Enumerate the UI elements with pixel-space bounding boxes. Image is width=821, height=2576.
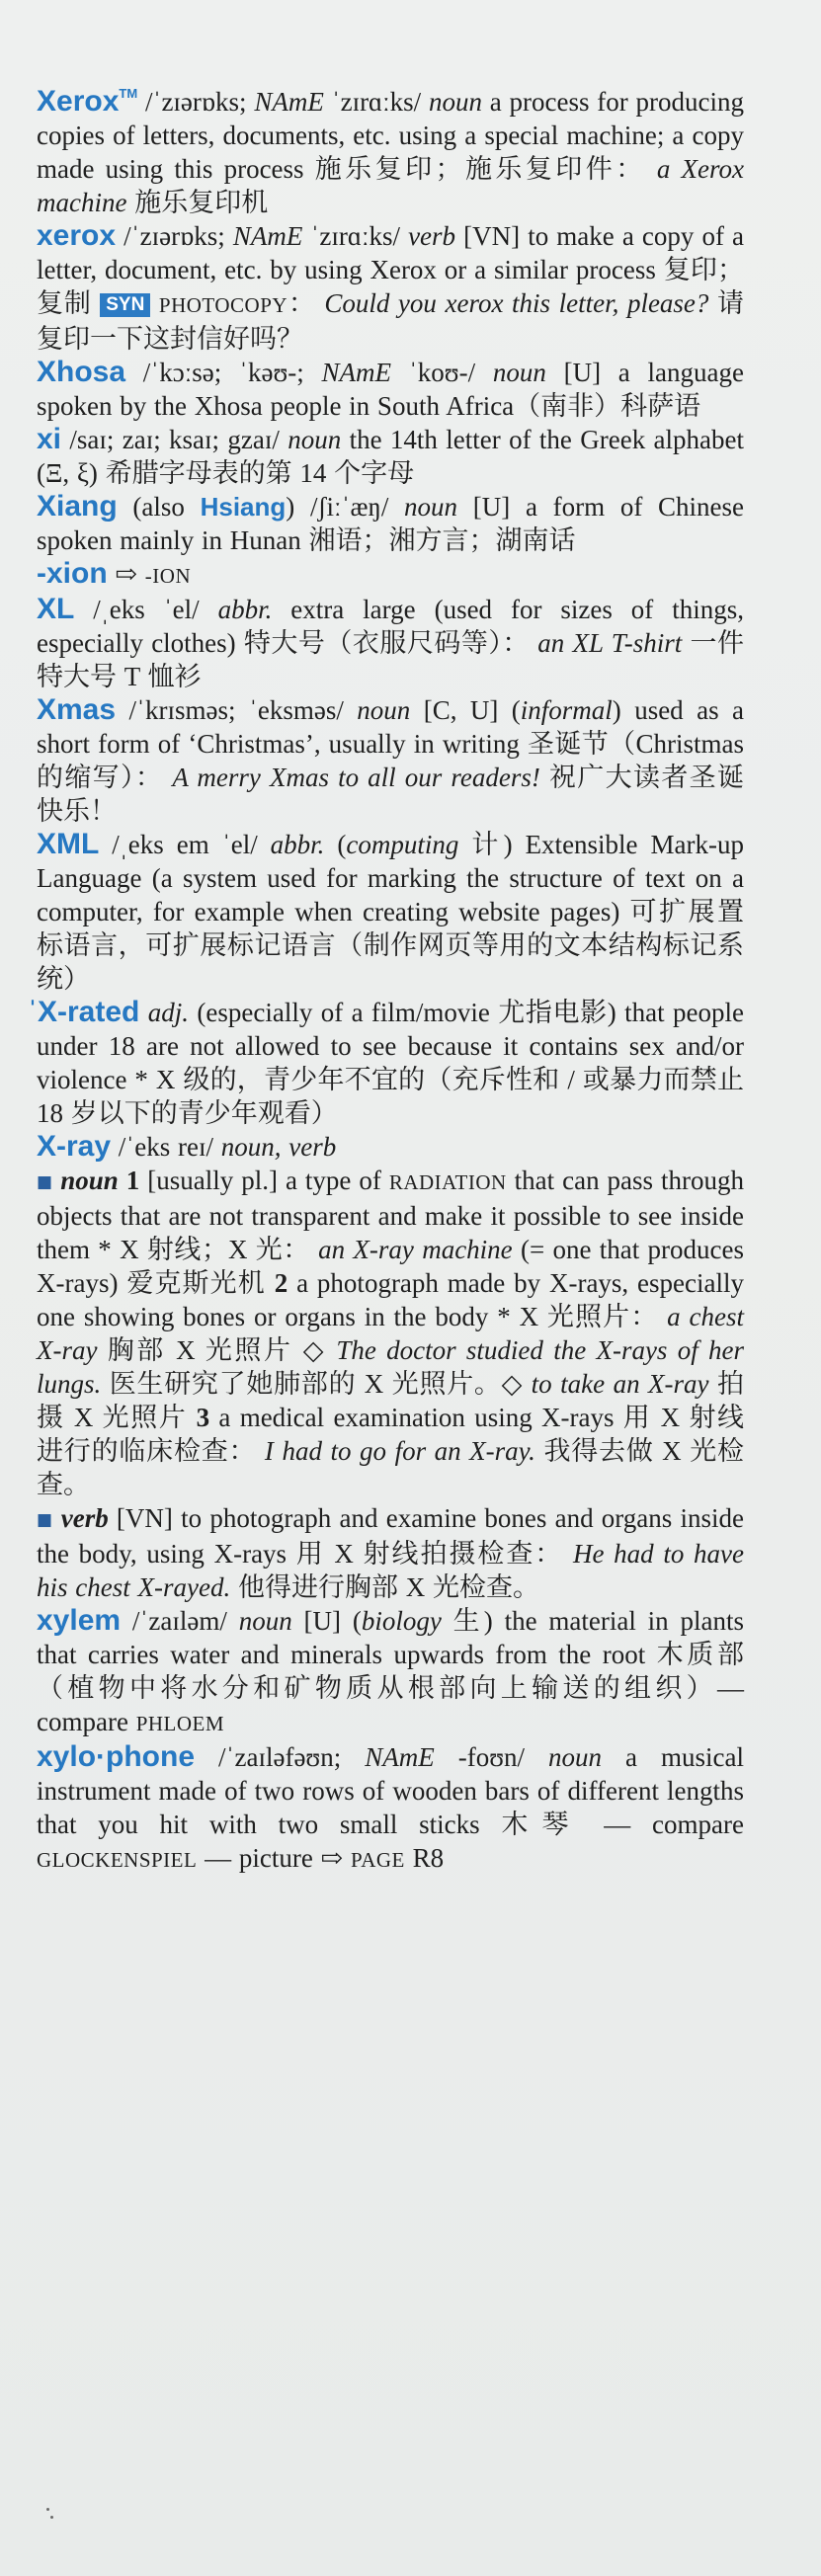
sense-number: 2 bbox=[274, 1268, 288, 1298]
headword: xylo·phone bbox=[37, 1740, 196, 1773]
italic-text: noun bbox=[404, 492, 458, 522]
entry-text: 胸部 X 光照片 ◇ bbox=[97, 1335, 337, 1365]
italic-text: a chest X-ray bbox=[37, 1302, 744, 1365]
entry-text bbox=[139, 998, 147, 1027]
entry-text: [C, U] ( bbox=[410, 695, 521, 725]
italic-text: A merry Xmas to all our readers! bbox=[172, 763, 540, 792]
entry-xiang bbox=[37, 490, 744, 557]
sense-number: 1 bbox=[118, 1166, 140, 1195]
entry-text: [VN] to photograph and examine bones and organs inside the body, using X-rays 用 X 射线拍摄检查： bbox=[37, 1503, 744, 1569]
entry-xerox-tm bbox=[37, 85, 744, 219]
italic-text: noun, verb bbox=[220, 1132, 337, 1162]
entry-text: ( bbox=[324, 830, 347, 859]
entry-text: — picture ⇨ bbox=[197, 1843, 351, 1873]
entry-text: a medical examination using X-rays 用 X 射线进行的临床检查： bbox=[37, 1403, 744, 1466]
entry-text: 我得去做 X 光检查。 bbox=[37, 1436, 745, 1499]
entry-xi bbox=[37, 423, 744, 490]
italic-text: noun bbox=[287, 425, 342, 454]
sense-block bbox=[37, 1501, 744, 1604]
cross-reference: PHLOEM bbox=[135, 1712, 225, 1735]
entry-text: /ˌeks em ˈel/ bbox=[99, 830, 271, 859]
synonym-badge: SYN bbox=[100, 293, 150, 317]
entry-main-block bbox=[37, 1130, 744, 1164]
entry-x-ray bbox=[37, 1130, 744, 1604]
entry-text: that can pass through objects that are not transparent and make it possible to see inside them * X 射线；X 光： bbox=[37, 1166, 745, 1264]
italic-text: He had to have his chest X-rayed. bbox=[37, 1539, 745, 1602]
entry-list bbox=[28, 85, 745, 1877]
entry-text: /ˌeks ˈel/ bbox=[74, 595, 218, 624]
headword: X-ray bbox=[37, 1130, 112, 1163]
sense-bullet-icon: ■ bbox=[37, 1510, 53, 1530]
entry-main-block bbox=[37, 490, 744, 557]
headword: xerox bbox=[37, 219, 117, 252]
headword: Xerox bbox=[37, 85, 120, 118]
entry-text: 拍摄 X 光照片 bbox=[37, 1369, 745, 1432]
entry-main-block bbox=[37, 557, 744, 593]
stress-mark: ˈ bbox=[28, 996, 38, 1028]
entry-text: /ˈkrɪsməs; ˈeksməs/ bbox=[116, 695, 358, 725]
italic-text: noun bbox=[492, 358, 546, 387]
entry-main-block bbox=[37, 85, 744, 219]
entry-xion bbox=[37, 557, 744, 593]
entry-text: -foʊn/ bbox=[434, 1742, 549, 1772]
entry-text: [U] a form of Chinese spoken mainly in Hunan 湘语；湘方言；湖南话 bbox=[37, 492, 745, 555]
italic-text: adj. bbox=[147, 998, 190, 1027]
entry-text: (= one that produces X-rays) 爱克斯光机 bbox=[37, 1235, 745, 1298]
entry-text: ˈkoʊ-/ bbox=[391, 358, 493, 387]
entry-main-block bbox=[37, 356, 744, 423]
headword: -xion bbox=[37, 557, 108, 590]
cross-reference: -ION bbox=[144, 564, 192, 588]
italic-text: noun bbox=[357, 695, 411, 725]
italic-text: abbr. bbox=[270, 830, 325, 859]
cross-reference: GLOCKENSPIEL bbox=[37, 1848, 198, 1872]
italic-text: verb bbox=[408, 221, 456, 251]
sense-number: 3 bbox=[196, 1403, 210, 1432]
entry-text: the 14th letter of the Greek alphabet (Ξ, ξ) 希腊字母表的第 14 个字母 bbox=[37, 425, 745, 488]
entry-main-block bbox=[37, 1604, 744, 1740]
trademark-mark: TM bbox=[119, 86, 138, 101]
entry-text: [U] a language spoken by the Xhosa people in South Africa（南非）科萨语 bbox=[37, 358, 744, 421]
entry-text: 他得进行胸部 X 光检查。 bbox=[230, 1572, 539, 1602]
entry-text: 请复印一下这封信好吗？ bbox=[37, 288, 745, 354]
variant-headword: Hsiang bbox=[200, 492, 287, 522]
italic-text: a Xerox machine bbox=[37, 154, 745, 217]
headword: Xmas bbox=[37, 693, 117, 726]
headword: XML bbox=[37, 828, 100, 860]
cross-reference: PHOTOCOPY bbox=[158, 293, 288, 317]
entry-text: [U] ( bbox=[291, 1606, 362, 1636]
entry-text: /ˈzɪərɒks; bbox=[137, 87, 255, 117]
entry-text bbox=[150, 288, 159, 318]
entry-main-block bbox=[37, 593, 744, 693]
entry-text: 施乐复印机 bbox=[126, 188, 269, 217]
italic-text: to take an X-ray bbox=[531, 1369, 709, 1399]
entry-main-block bbox=[28, 996, 744, 1130]
part-of-speech-label: noun bbox=[52, 1166, 119, 1195]
entry-main-block bbox=[37, 219, 744, 356]
entry-text: /ˈkɔːsə; ˈkəʊ-; bbox=[125, 358, 322, 387]
entry-main-block bbox=[37, 423, 744, 490]
italic-text: Could you xerox this letter, please? bbox=[324, 288, 709, 318]
entry-text: (also bbox=[117, 492, 201, 522]
entry-xylem bbox=[37, 1604, 744, 1740]
entry-text: a musical instrument made of two rows of wooden bars of different lengths that you hit with two small sticks 木琴 — compare bbox=[37, 1742, 744, 1839]
italic-text: biology bbox=[361, 1606, 442, 1636]
entry-text: /ˈzaɪləm/ bbox=[121, 1606, 239, 1636]
sense-block bbox=[37, 1164, 744, 1501]
italic-text: I had to go for an X-ray. bbox=[264, 1436, 535, 1466]
entry-text: ˈzɪrɑːks/ bbox=[302, 221, 409, 251]
italic-text: NAmE bbox=[254, 87, 324, 117]
entry-xml bbox=[37, 828, 744, 996]
italic-text: informal bbox=[520, 695, 613, 725]
entry-text: /ˈzɪərɒks; bbox=[116, 221, 233, 251]
entry-text: 祝广大读者圣诞快乐！ bbox=[37, 763, 745, 826]
entry-xhosa bbox=[37, 356, 744, 423]
italic-text: noun bbox=[548, 1742, 603, 1772]
entry-text: ： bbox=[287, 288, 325, 318]
entry-text: ⇨ bbox=[107, 559, 145, 589]
entry-xmas bbox=[37, 693, 744, 828]
entry-text: ˈzɪrɑːks/ bbox=[323, 87, 429, 117]
headword: Xhosa bbox=[37, 356, 126, 388]
italic-text: noun bbox=[238, 1606, 292, 1636]
italic-text: computing bbox=[346, 830, 459, 859]
entry-text: 生) the material in plants that carries water and minerals upwards from the root 木质部（植物中将水分和矿物质从根部向上输送的组织）— compare bbox=[37, 1606, 745, 1736]
italic-text: an XL T-shirt bbox=[537, 628, 683, 658]
entry-xylophone bbox=[37, 1740, 744, 1877]
entry-text: 医生研究了她肺部的 X 光照片。◇ bbox=[101, 1369, 532, 1399]
entry-text: 计) Extensible Mark-up Language (a system used for marking the structure of text on a computer, for example when creating website pages) 可扩展置标语言，可扩展标记语言（制作网页等用的文本结构标记系统） bbox=[37, 830, 744, 994]
entry-text: ) used as a short form of ‘Christmas’, usually in writing 圣诞节（Christmas 的缩写）： bbox=[37, 695, 744, 792]
headword: Xiang bbox=[37, 490, 118, 523]
headword: XL bbox=[37, 593, 75, 625]
entry-text: R8 bbox=[404, 1843, 445, 1873]
italic-text: NAmE bbox=[321, 358, 392, 387]
italic-text: abbr. bbox=[217, 595, 273, 624]
entry-x-rated bbox=[28, 996, 744, 1130]
sense-bullet-icon: ■ bbox=[37, 1172, 53, 1192]
entry-text: [usually pl.] a type of bbox=[139, 1166, 389, 1195]
entry-main-block bbox=[37, 693, 744, 828]
entry-text: /ˈzaɪləfəʊn; bbox=[195, 1742, 366, 1772]
italic-text: NAmE bbox=[365, 1742, 435, 1772]
part-of-speech-label: verb bbox=[52, 1503, 109, 1533]
headword: X-rated bbox=[38, 996, 140, 1028]
entry-text: [VN] to make a copy of a letter, document, etc. by using Xerox or a similar process 复印；复制 bbox=[37, 221, 744, 318]
italic-text: an X-ray machine bbox=[318, 1235, 513, 1264]
headword: xylem bbox=[37, 1604, 122, 1637]
entry-text: /ˈeks reɪ/ bbox=[111, 1132, 221, 1162]
speck-mark bbox=[45, 2507, 55, 2521]
headword: xi bbox=[37, 423, 62, 455]
entry-text: ) /ʃiːˈæŋ/ bbox=[286, 492, 405, 522]
entry-xerox bbox=[37, 219, 744, 356]
entry-text: extra large (used for sizes of things, especially clothes) 特大号（衣服尺码等）： bbox=[37, 595, 744, 658]
italic-text: NAmE bbox=[232, 221, 303, 251]
entry-text: /saɪ; zaɪ; ksaɪ; gzaɪ/ bbox=[61, 425, 288, 454]
entry-text: 一件特大号 T 恤衫 bbox=[37, 628, 745, 691]
entry-text: (especially of a film/movie 尤指电影) that people under 18 are not allowed to see because it contains sex and/or violence * X 级的，青少年不宜的（充斥性和 / 或暴力而禁止 18 岁以下的青少年观看） bbox=[37, 998, 744, 1128]
entry-main-block bbox=[37, 828, 744, 996]
entry-text: a process for producing copies of letters, documents, etc. using a special machine; a copy made using this process 施乐复印；施乐复印件： bbox=[37, 87, 744, 184]
cross-reference: PAGE bbox=[350, 1848, 405, 1872]
entry-xl bbox=[37, 593, 744, 693]
italic-text: noun bbox=[428, 87, 482, 117]
cross-reference: RADIATION bbox=[388, 1170, 507, 1194]
entry-main-block bbox=[37, 1740, 744, 1877]
entry-text: a photograph made by X-rays, especially one showing bones or organs in the body * X 光照片： bbox=[37, 1268, 744, 1331]
italic-text: The doctor studied the X-rays of her lungs. bbox=[37, 1335, 744, 1399]
